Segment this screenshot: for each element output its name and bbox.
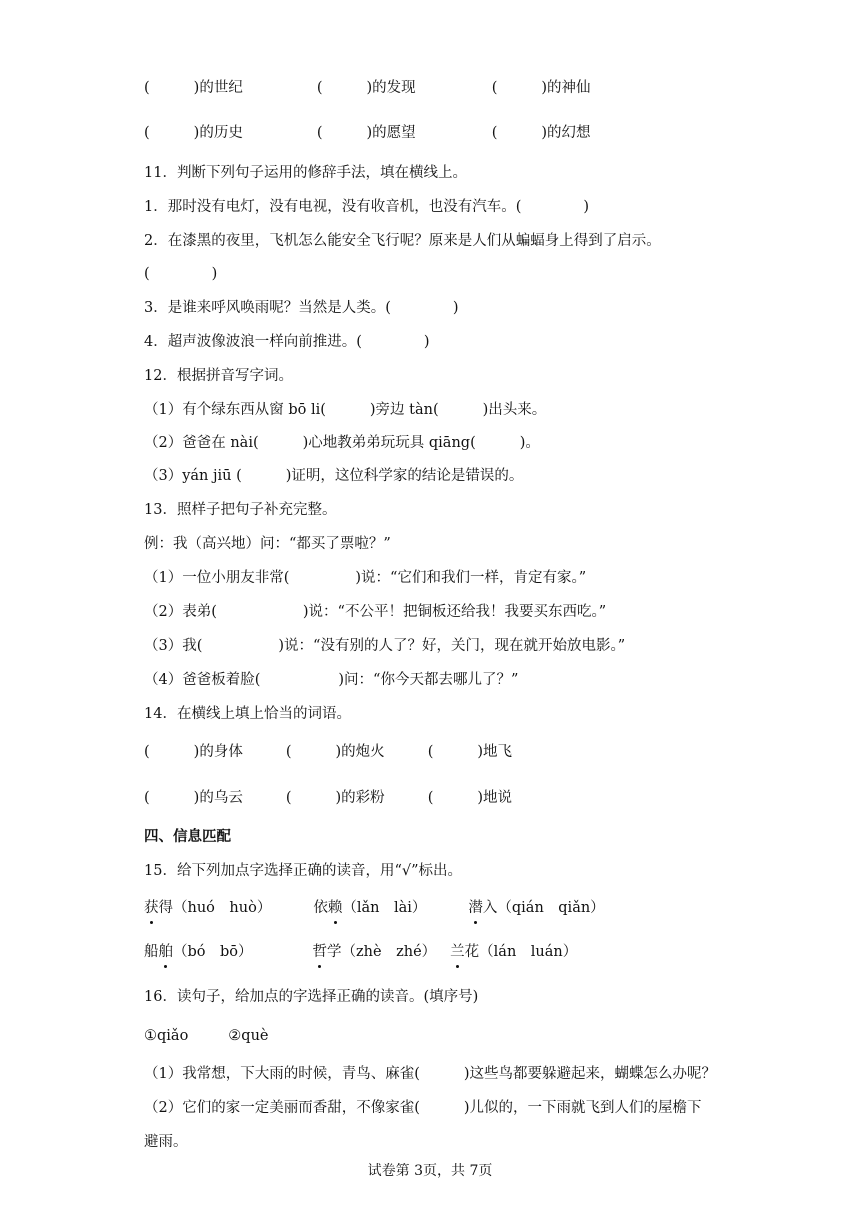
- text: )出头来。: [482, 402, 547, 418]
- phrase: )的炮火: [335, 744, 385, 760]
- text: )问：“你今天都去哪儿了？”: [338, 672, 519, 688]
- paren-close: ): [423, 334, 430, 350]
- text: （1）我常想，下大雨的时候，青鸟、麻雀(: [144, 1066, 420, 1082]
- text: （1）一位小朋友非常(: [144, 570, 290, 586]
- word-options[interactable]: （bó bō）: [173, 944, 253, 960]
- paren-open: (: [144, 744, 150, 760]
- q10-row1: [144, 78, 591, 98]
- item-text: 1．那时没有电灯，没有电视，没有收音机，也没有汽车。(: [144, 199, 522, 215]
- q13-item-1: [144, 568, 586, 588]
- q16-title: 16．读句子，给加点的字选择正确的读音。(填序号): [144, 989, 479, 1005]
- text: （4）爸爸板着脸(: [144, 672, 261, 688]
- q16-item-2-cont: 避雨。: [144, 1134, 188, 1150]
- paren-close: ): [211, 266, 218, 282]
- q11-item-2: 2．在漆黑的夜里，飞机怎么能安全飞行呢？原来是人们从蝙蝠身上得到了启示。: [144, 233, 661, 249]
- phrase: )的神仙: [541, 80, 591, 96]
- text: （3）我(: [144, 638, 203, 654]
- paren-open: (: [285, 790, 292, 806]
- paren-open: (: [316, 125, 323, 141]
- q11-item-4: [144, 332, 430, 352]
- dotted-char: 哲: [312, 944, 328, 960]
- text: )儿似的，一下雨就飞到人们的屋檐下: [463, 1100, 702, 1116]
- paren-close: ): [583, 199, 590, 215]
- char: 依: [313, 900, 328, 916]
- text: )心地教弟弟玩玩具 qiāng(: [302, 435, 476, 451]
- q12-item-1: [144, 400, 546, 420]
- q12-title: 12．根据拼音写字词。: [144, 368, 293, 384]
- paren-open: (: [316, 80, 323, 96]
- paren-open: (: [144, 266, 150, 282]
- text: （2）它们的家一定美丽而香甜，不像家雀(: [144, 1100, 420, 1116]
- dotted-char: 获: [144, 900, 159, 916]
- word-options[interactable]: 学（zhè zhé）: [327, 944, 437, 960]
- phrase: )的乌云: [193, 790, 243, 806]
- q14-row1: [144, 742, 512, 762]
- phrase: )的身体: [193, 744, 243, 760]
- option-1: ①qiǎo: [144, 1028, 189, 1044]
- dotted-char: 兰: [450, 944, 465, 960]
- paren-open: (: [491, 125, 498, 141]
- paren-open: (: [427, 744, 434, 760]
- option-2: ②què: [228, 1028, 269, 1044]
- phrase: )地说: [477, 790, 513, 806]
- dotted-char: 赖: [327, 900, 343, 916]
- paren-open: (: [144, 790, 150, 806]
- word-options[interactable]: 得（huó huò）: [158, 900, 272, 916]
- q14-row2: [144, 788, 512, 808]
- word-options[interactable]: 入（qián qiǎn）: [482, 900, 605, 916]
- page-footer: 试卷第 3页，共 7页: [367, 1163, 493, 1179]
- phrase: )的历史: [193, 125, 243, 141]
- text: （3）yán jiū (: [144, 468, 242, 484]
- q15-title: 15．给下列加点字选择正确的读音，用“√”标出。: [144, 863, 463, 879]
- q13-example: 例：我（高兴地）问：“都买了票啦？”: [144, 536, 391, 552]
- phrase: )的彩粉: [335, 790, 385, 806]
- q13-title: 13．照样子把句子补充完整。: [144, 502, 337, 518]
- q13-item-3: [144, 636, 625, 656]
- dotted-char: 舶: [158, 944, 173, 960]
- text: )旁边 tàn(: [369, 402, 439, 418]
- phrase: )的愿望: [366, 125, 416, 141]
- q11-item-3: [144, 298, 459, 318]
- dotted-char: 潜: [468, 900, 483, 916]
- paren-open: (: [285, 744, 292, 760]
- word-options[interactable]: （lǎn lài）: [342, 900, 427, 916]
- paren-open: (: [144, 125, 150, 141]
- q16-options: [144, 1026, 269, 1046]
- q14-title: 14．在横线上填上恰当的词语。: [144, 706, 351, 722]
- word-options[interactable]: 花（lán luán）: [464, 944, 578, 960]
- q13-item-4: [144, 670, 518, 690]
- paren-open: (: [491, 80, 498, 96]
- q10-row2: [144, 123, 591, 143]
- text: （2）表弟(: [144, 604, 217, 620]
- paren-close: ): [452, 300, 459, 316]
- q13-item-2: [144, 602, 606, 622]
- text: )说：“不公平！把铜板还给我！我要买东西吃。”: [302, 604, 607, 620]
- q11-title: 11．判断下列句子运用的修辞手法，填在横线上。: [144, 165, 467, 181]
- item-text: 4．超声波像波浪一样向前推进。(: [144, 334, 362, 350]
- q12-item-3: [144, 466, 523, 486]
- phrase: )的幻想: [541, 125, 591, 141]
- text: （2）爸爸在 nài(: [144, 435, 259, 451]
- phrase: )的世纪: [193, 80, 243, 96]
- item-text: 3．是谁来呼风唤雨呢？当然是人类。(: [144, 300, 391, 316]
- q12-item-2: [144, 433, 540, 453]
- q11-item-1: [144, 197, 589, 217]
- q15-row2: [144, 942, 577, 962]
- char: 船: [144, 944, 159, 960]
- q15-row1: [144, 898, 605, 918]
- text: （1）有个绿东西从窗 bō li(: [144, 402, 326, 418]
- text: )这些鸟都要躲避起来，蝴蝶怎么办呢？: [463, 1066, 717, 1082]
- phrase: )地飞: [477, 744, 513, 760]
- text: )。: [519, 435, 540, 451]
- q16-item-2: [144, 1098, 702, 1118]
- paren-open: (: [144, 80, 150, 96]
- text: )说：“没有别的人了？好，关门，现在就开始放电影。”: [278, 638, 626, 654]
- paren-open: (: [427, 790, 434, 806]
- text: )证明，这位科学家的结论是错误的。: [285, 468, 524, 484]
- phrase: )的发现: [366, 80, 416, 96]
- text: )说：“它们和我们一样，肯定有家。”: [355, 570, 587, 586]
- section-heading: 四、信息匹配: [144, 828, 231, 845]
- q11-item-2-answer: [144, 264, 217, 284]
- q16-item-1: [144, 1064, 716, 1084]
